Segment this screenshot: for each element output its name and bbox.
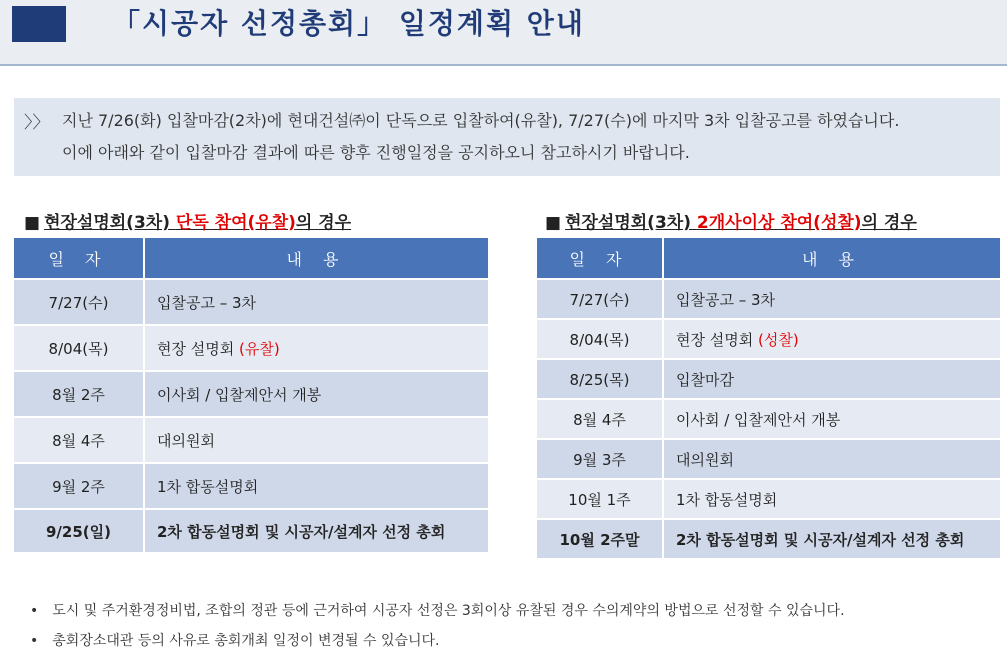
- table-row: [537, 398, 1000, 438]
- row-content: 입찰공고 – 3차: [145, 278, 488, 324]
- header-bar: [0, 0, 1007, 66]
- column-header-content: 내 용: [145, 238, 488, 278]
- row-date: 8월 4주: [14, 416, 145, 462]
- left-schedule-table: [14, 238, 488, 552]
- left-title-highlight: 단독 참여(유찰): [175, 213, 296, 233]
- row-date: 8/04(목): [14, 324, 145, 370]
- column-header-content: 내 용: [664, 238, 1000, 278]
- table-row: [14, 416, 488, 462]
- row-date: 8월 2주: [14, 370, 145, 416]
- right-schedule-table: [537, 238, 1000, 558]
- notice-line-1: 지난 7/26(화) 입찰마감(2차)에 현대건설㈜이 단독으로 입찰하여(유찰), 7/27(수)에 마지막 3차 입찰공고를 하였습니다.: [62, 111, 900, 130]
- footnote-item: • 총회장소대관 등의 사유로 총회개최 일정이 변경될 수 있습니다.: [30, 633, 440, 649]
- status-note: (유찰): [239, 339, 280, 358]
- table-row: [537, 278, 1000, 318]
- double-chevron-icon: 〉〉: [24, 113, 50, 133]
- row-content: 1차 합동설명회: [664, 478, 1000, 518]
- table-row: [14, 370, 488, 416]
- header-accent-square: [12, 6, 66, 42]
- square-bullet-icon: ■: [545, 213, 562, 233]
- table-header-row: [537, 238, 1000, 278]
- notice-box: [14, 98, 1000, 176]
- row-date: 7/27(수): [14, 278, 145, 324]
- bullet-icon: •: [30, 633, 39, 649]
- table-row: [14, 462, 488, 508]
- row-date: 8월 4주: [537, 398, 664, 438]
- status-note: (성찰): [758, 330, 799, 349]
- row-content: 대의원회: [664, 438, 1000, 478]
- row-date: 9월 2주: [14, 462, 145, 508]
- notice-line-2: 이에 아래와 같이 입찰마감 결과에 따른 향후 진행일정을 공지하오니 참고하시기 바랍니다.: [62, 143, 690, 162]
- table-row: [537, 478, 1000, 518]
- row-date: 8/04(목): [537, 318, 664, 358]
- column-header-date: 일 자: [14, 238, 145, 278]
- row-date: 10월 1주: [537, 478, 664, 518]
- right-title-suffix: 의 경우: [861, 213, 917, 233]
- footnotes: [30, 596, 845, 656]
- left-section-title: [24, 208, 351, 233]
- row-content: 입찰마감: [664, 358, 1000, 398]
- table-row: [537, 318, 1000, 358]
- row-content: 현장 설명회 (성찰): [664, 318, 1000, 358]
- row-content: 대의원회: [145, 416, 488, 462]
- table-row-final: [14, 508, 488, 552]
- row-content: 2차 합동설명회 및 시공자/설계자 선정 총회: [145, 508, 488, 552]
- table-row: [537, 358, 1000, 398]
- row-content: 현장 설명회 (유찰): [145, 324, 488, 370]
- row-date: 7/27(수): [537, 278, 664, 318]
- row-content: 이사회 / 입찰제안서 개봉: [145, 370, 488, 416]
- page-title: 「시공자 선정총회」 일정계획 안내: [112, 7, 585, 40]
- row-content: 이사회 / 입찰제안서 개봉: [664, 398, 1000, 438]
- square-bullet-icon: ■: [24, 213, 41, 233]
- row-content: 1차 합동설명회: [145, 462, 488, 508]
- row-date: 10월 2주말: [537, 518, 664, 558]
- row-date: 9/25(일): [14, 508, 145, 552]
- right-title-prefix: 현장설명회(3차): [565, 213, 697, 233]
- table-row: [14, 278, 488, 324]
- bullet-icon: •: [30, 603, 39, 619]
- right-section-title: [545, 208, 917, 233]
- table-row: [537, 438, 1000, 478]
- row-date: 9월 3주: [537, 438, 664, 478]
- row-date: 8/25(목): [537, 358, 664, 398]
- left-title-prefix: 현장설명회(3차): [44, 213, 176, 233]
- right-title-highlight: 2개사이상 참여(성찰): [696, 213, 862, 233]
- row-content: 2차 합동설명회 및 시공자/설계자 선정 총회: [664, 518, 1000, 558]
- table-header-row: [14, 238, 488, 278]
- table-row-final: [537, 518, 1000, 558]
- table-row: [14, 324, 488, 370]
- footnote-item: • 도시 및 주거환경정비법, 조합의 정관 등에 근거하여 시공자 선정은 3회이상 유찰된 경우 수의계약의 방법으로 선정할 수 있습니다.: [30, 603, 845, 619]
- column-header-date: 일 자: [537, 238, 664, 278]
- row-content: 입찰공고 – 3차: [664, 278, 1000, 318]
- left-title-suffix: 의 경우: [295, 213, 352, 233]
